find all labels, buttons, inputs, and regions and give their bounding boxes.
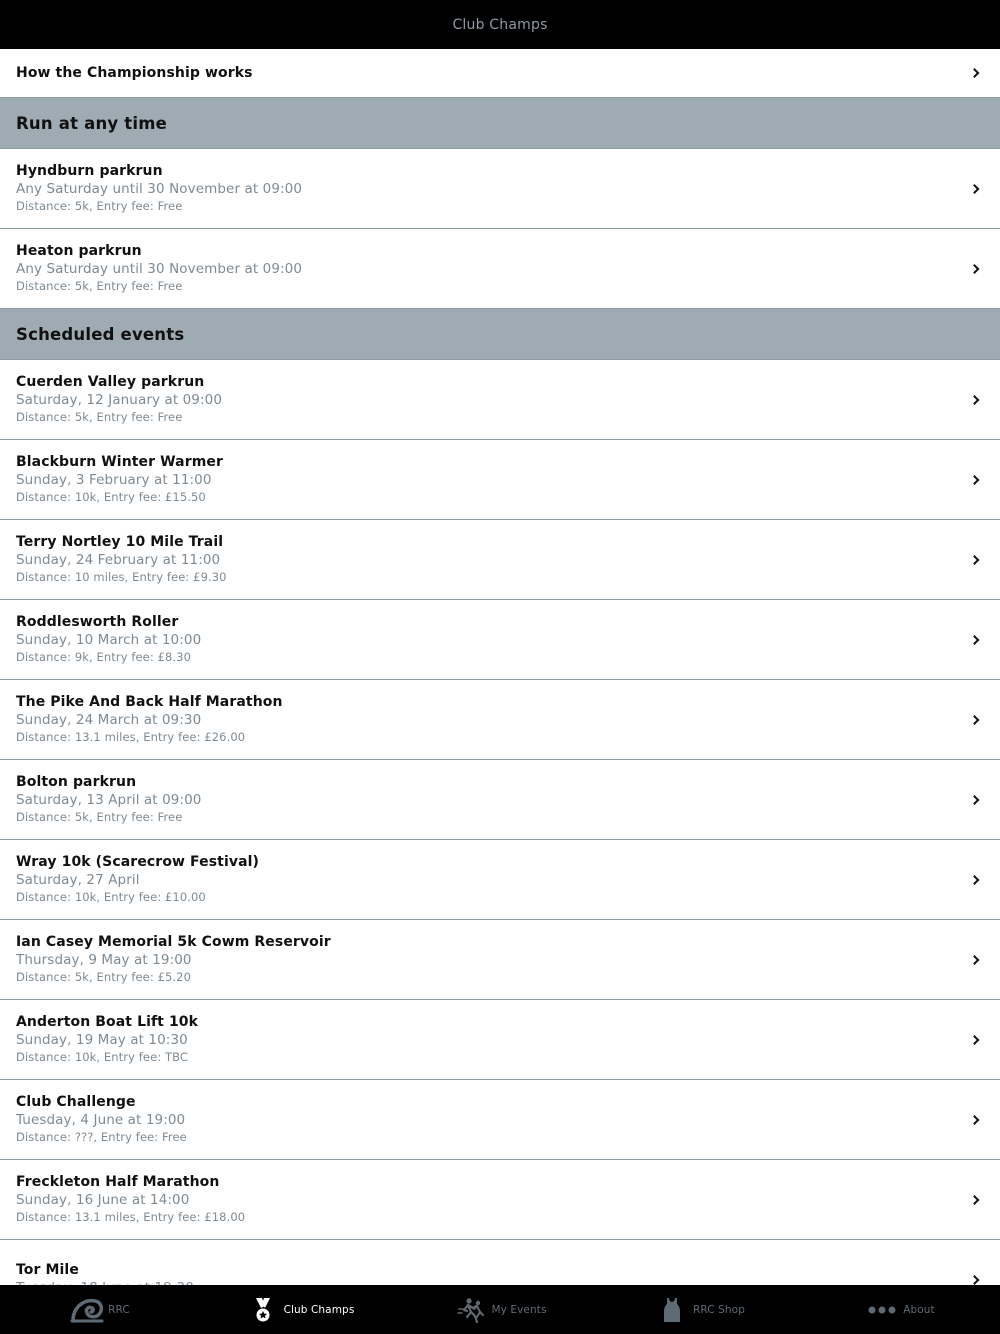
- tab-label: My Events: [491, 1303, 547, 1316]
- event-date: Saturday, 12 January at 09:00: [16, 392, 223, 408]
- chevron-right-icon: [970, 635, 980, 645]
- how-championship-works-row[interactable]: [0, 49, 1000, 98]
- event-name: Bolton parkrun: [16, 774, 137, 790]
- chevron-right-icon: [970, 1275, 980, 1285]
- event-row[interactable]: [0, 229, 1000, 309]
- event-date: Sunday, 16 June at 14:00: [16, 1192, 190, 1208]
- tab-bar: [0, 1285, 1000, 1334]
- tab-label: RRC: [108, 1303, 130, 1316]
- chevron-right-icon: [970, 1035, 980, 1045]
- event-row[interactable]: [0, 1000, 1000, 1080]
- section-header-scheduled: [0, 309, 1000, 360]
- event-name: The Pike And Back Half Marathon: [16, 694, 283, 710]
- event-row[interactable]: [0, 1080, 1000, 1160]
- tab-rrc-shop[interactable]: [600, 1285, 800, 1334]
- club-logo-icon: [70, 1296, 104, 1324]
- event-date: Sunday, 24 February at 11:00: [16, 552, 221, 568]
- event-name: Ian Casey Memorial 5k Cowm Reservoir: [16, 934, 331, 950]
- section-title: Scheduled events: [16, 324, 185, 344]
- event-details: Distance: 10k, Entry fee: £10.00: [16, 890, 206, 904]
- chevron-right-icon: [970, 1115, 980, 1125]
- runners-icon: [453, 1296, 487, 1324]
- section-header-anytime: [0, 98, 1000, 149]
- navigation-bar: [0, 0, 1000, 49]
- tab-my-events[interactable]: [400, 1285, 600, 1334]
- event-date: Tuesday, 4 June at 19:00: [16, 1112, 186, 1128]
- event-name: Terry Nortley 10 Mile Trail: [16, 534, 224, 550]
- event-details: Distance: 5k, Entry fee: £5.20: [16, 970, 192, 984]
- tab-rrc[interactable]: [0, 1285, 200, 1334]
- chevron-right-icon: [970, 955, 980, 965]
- event-details: Distance: 5k, Entry fee: Free: [16, 410, 183, 424]
- event-date: Thursday, 9 May at 19:00: [16, 952, 192, 968]
- event-name: Roddlesworth Roller: [16, 614, 179, 630]
- event-details: Distance: 10k, Entry fee: £15.50: [16, 490, 206, 504]
- event-details: Distance: ???, Entry fee: Free: [16, 1130, 187, 1144]
- event-date: Sunday, 3 February at 11:00: [16, 472, 212, 488]
- row-title: How the Championship works: [16, 64, 253, 81]
- event-name: Blackburn Winter Warmer: [16, 454, 224, 470]
- chevron-right-icon: [970, 264, 980, 274]
- event-date: Sunday, 19 May at 10:30: [16, 1032, 188, 1048]
- event-row[interactable]: [0, 440, 1000, 520]
- event-name: Cuerden Valley parkrun: [16, 374, 205, 390]
- event-name: Tor Mile: [16, 1261, 79, 1278]
- tab-label: About: [903, 1303, 935, 1316]
- event-details: Distance: 10k, Entry fee: TBC: [16, 1050, 189, 1064]
- tab-label: RRC Shop: [693, 1303, 745, 1316]
- page-title: Club Champs: [452, 16, 548, 33]
- more-dots-icon: [865, 1296, 899, 1324]
- event-row[interactable]: [0, 920, 1000, 1000]
- chevron-right-icon: [970, 68, 980, 78]
- tab-club-champs[interactable]: [200, 1285, 400, 1334]
- event-name: Wray 10k (Scarecrow Festival): [16, 854, 260, 870]
- event-details: Distance: 13.1 miles, Entry fee: £26.00: [16, 730, 246, 744]
- events-list[interactable]: [0, 49, 1000, 1285]
- event-details: Distance: 10 miles, Entry fee: £9.30: [16, 570, 227, 584]
- event-date: Saturday, 27 April: [16, 872, 140, 888]
- event-details: Distance: 5k, Entry fee: Free: [16, 810, 183, 824]
- event-row[interactable]: [0, 360, 1000, 440]
- chevron-right-icon: [970, 475, 980, 485]
- chevron-right-icon: [970, 1195, 980, 1205]
- medal-icon: [246, 1296, 280, 1324]
- event-details: Distance: 5k, Entry fee: Free: [16, 199, 183, 213]
- chevron-right-icon: [970, 715, 980, 725]
- tab-about[interactable]: [800, 1285, 1000, 1334]
- event-row[interactable]: [0, 760, 1000, 840]
- event-name: Heaton parkrun: [16, 243, 142, 259]
- chevron-right-icon: [970, 395, 980, 405]
- event-date: Any Saturday until 30 November at 09:00: [16, 181, 303, 197]
- event-name: Hyndburn parkrun: [16, 163, 163, 179]
- event-date: Sunday, 10 March at 10:00: [16, 632, 202, 648]
- event-details: Distance: 13.1 miles, Entry fee: £18.00: [16, 1210, 246, 1224]
- event-date: Sunday, 24 March at 09:30: [16, 712, 202, 728]
- chevron-right-icon: [970, 184, 980, 194]
- event-details: Distance: 5k, Entry fee: Free: [16, 279, 183, 293]
- chevron-right-icon: [970, 795, 980, 805]
- event-row[interactable]: [0, 149, 1000, 229]
- tab-label: Club Champs: [283, 1303, 355, 1316]
- chevron-right-icon: [970, 555, 980, 565]
- event-row[interactable]: [0, 1160, 1000, 1240]
- event-name: Freckleton Half Marathon: [16, 1174, 220, 1190]
- event-details: Distance: 9k, Entry fee: £8.30: [16, 650, 192, 664]
- running-vest-icon: [655, 1296, 689, 1324]
- event-date: Any Saturday until 30 November at 09:00: [16, 261, 303, 277]
- event-date: Saturday, 13 April at 09:00: [16, 792, 202, 808]
- section-title: Run at any time: [16, 113, 168, 133]
- event-name: Anderton Boat Lift 10k: [16, 1014, 199, 1030]
- event-row[interactable]: [0, 680, 1000, 760]
- event-row[interactable]: [0, 600, 1000, 680]
- chevron-right-icon: [970, 875, 980, 885]
- event-row[interactable]: [0, 520, 1000, 600]
- event-row[interactable]: [0, 840, 1000, 920]
- event-name: Club Challenge: [16, 1094, 136, 1110]
